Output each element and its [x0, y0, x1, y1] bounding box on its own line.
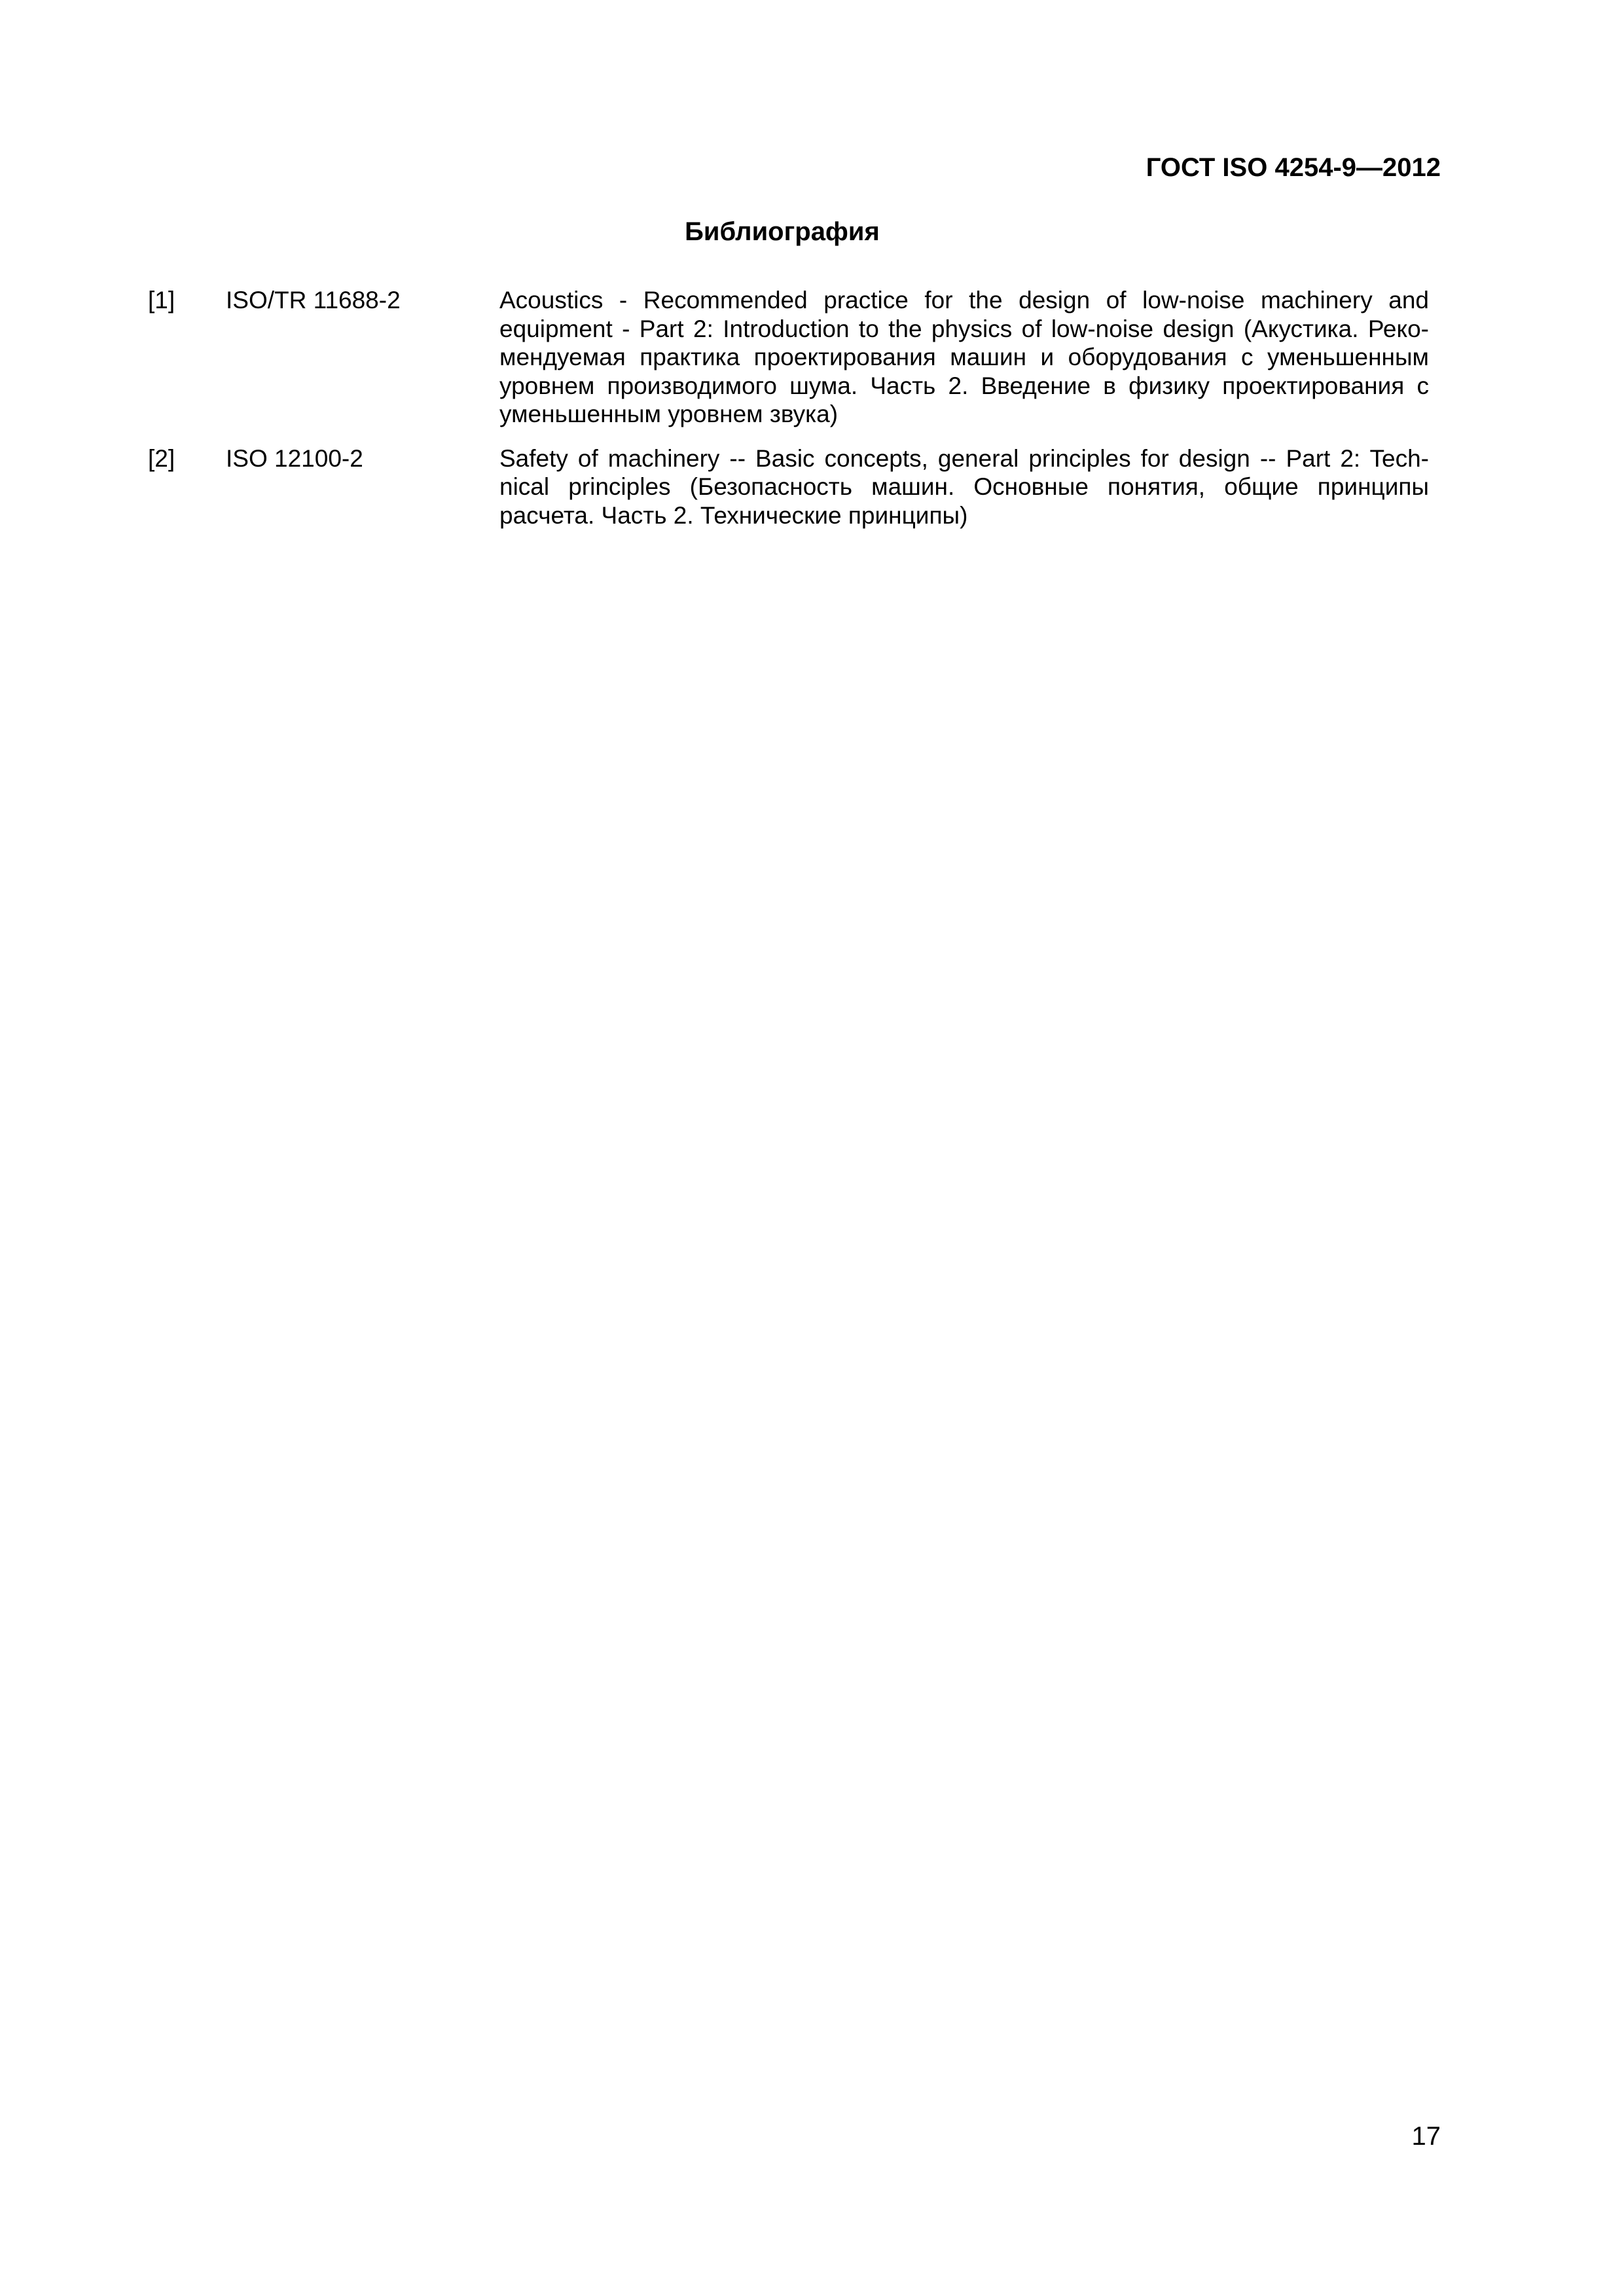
- document-code-header: ГОСТ ISO 4254-9—2012: [1146, 153, 1441, 182]
- entry-description: Acoustics - Recommended practice for the design of low-noise machinery and equipment - Part 2: Introduction to the physics of low-noise design (Акустика. Реко-мендуемая практика проектирования машин и оборудования с уменьшенным уровнем производимого шума. Часть 2. Введение в физику проектирования с уменьшенным уровнем звука): [499, 287, 1429, 427]
- bibliography-entry-1: [148, 286, 1431, 429]
- entry-description: Safety of machinery -- Basic concepts, general principles for design -- Part 2: Tech-nical principles (Безопасность машин. Основные понятия, общие принципы расчета. Часть 2. Технические принципы): [499, 444, 1429, 529]
- bibliography-title: Библиография: [685, 217, 880, 246]
- bibliography-list: [148, 286, 1431, 545]
- entry-number: [2]: [148, 444, 175, 472]
- bibliography-entry-2: [148, 444, 1431, 530]
- entry-standard-code: ISO/TR 11688-2: [226, 287, 401, 314]
- entry-standard-code: ISO 12100-2: [226, 444, 363, 472]
- page-number: 17: [1411, 2122, 1441, 2151]
- entry-number: [1]: [148, 287, 175, 314]
